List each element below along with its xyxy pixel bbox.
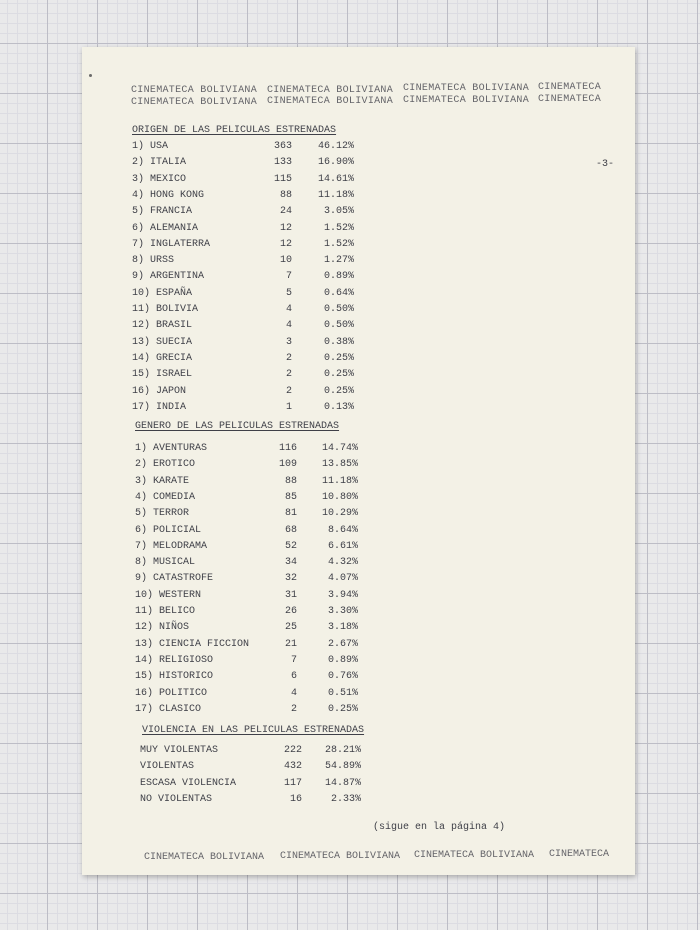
row-percentage: 3.30% [327,606,358,617]
row-count: 5 [285,287,292,299]
row-percentage: 0.13% [323,401,354,413]
header-stamp: CINEMATECA BOLIVIANA [403,95,530,106]
row-percentage: 0.51% [327,687,358,699]
row-count: 88 [284,475,297,487]
row-count: 26 [284,606,297,617]
row-percentage: 0.38% [323,336,354,348]
row-count: 16 [289,793,302,805]
row-percentage: 0.25% [327,703,358,715]
row-count: 222 [283,745,302,756]
row-count: 2 [285,352,292,364]
footer-stamp: CINEMATECA [549,849,610,860]
row-count: 21 [284,638,297,650]
row-count: 68 [284,524,297,536]
row-count: 31 [284,589,297,601]
row-percentage: 0.76% [327,671,358,683]
row-percentage: 0.89% [323,271,354,283]
row-count: 32 [284,573,297,585]
row-count: 88 [279,189,292,201]
row-percentage: 46.12% [317,141,354,152]
page-number: -3- [596,159,615,170]
row-label: 4) COMEDIA [135,491,196,503]
row-label: 3) MEXICO [132,173,187,185]
row-label: 13) SUECIA [132,336,193,348]
row-percentage: 8.64% [327,524,358,536]
header-stamp: CINEMATECA BOLIVIANA [267,96,394,107]
row-label: MUY VIOLENTAS [140,745,219,756]
row-label: 13) CIENCIA FICCION [135,638,250,650]
row-label: NO VIOLENTAS [140,793,213,805]
row-label: 14) RELIGIOSO [135,654,214,666]
row-label: ESCASA VIOLENCIA [140,777,237,789]
row-count: 4 [285,320,292,332]
row-label: 16) JAPON [132,385,187,397]
row-count: 432 [283,761,302,773]
row-percentage: 14.61% [317,173,354,185]
row-percentage: 0.89% [327,654,358,666]
row-label: 6) ALEMANIA [132,222,199,234]
row-count: 81 [284,508,297,520]
row-label: VIOLENTAS [140,761,195,773]
row-percentage: 3.94% [327,589,358,601]
row-count: 25 [284,622,297,634]
row-percentage: 10.29% [321,508,358,520]
row-label: 12) NIÑOS [135,622,190,634]
row-label: 3) KARATE [135,475,190,487]
footer-stamp: CINEMATECA BOLIVIANA [144,852,265,863]
row-percentage: 11.18% [321,475,358,487]
row-label: 2) ITALIA [132,157,187,169]
row-percentage: 13.85% [321,459,358,471]
row-label: 9) CATASTROFE [135,573,214,585]
row-count: 7 [290,654,297,666]
row-count: 115 [273,173,292,185]
row-label: 10) WESTERN [135,589,202,601]
row-label: 14) GRECIA [132,352,193,364]
row-count: 2 [285,385,292,397]
row-label: 16) POLITICO [135,687,208,699]
row-count: 2 [290,703,297,715]
row-percentage: 0.25% [323,385,354,397]
row-percentage: 2.33% [330,793,361,805]
row-label: 7) MELODRAMA [135,540,208,552]
row-percentage: 10.80% [321,491,358,503]
row-label: 11) BOLIVIA [132,304,199,315]
header-stamp: CINEMATECA BOLIVIANA [131,85,258,96]
row-percentage: 4.32% [327,557,358,569]
header-stamp: CINEMATECA BOLIVIANA [403,83,530,94]
row-count: 4 [290,687,297,699]
section-title-origen: ORIGEN DE LAS PELICULAS ESTRENADAS [132,125,337,136]
row-count: 109 [278,459,297,471]
typed-page [82,47,635,875]
row-count: 133 [273,157,292,169]
row-percentage: 0.25% [323,369,354,381]
row-count: 6 [290,671,297,683]
row-count: 1 [285,401,292,413]
row-percentage: 1.52% [323,238,354,250]
row-count: 12 [279,222,292,234]
continuation-note: (sigue en la página 4) [373,822,506,833]
row-percentage: 0.25% [323,352,354,364]
row-percentage: 0.50% [323,320,354,332]
row-label: 5) FRANCIA [132,206,193,218]
row-percentage: 4.07% [327,573,358,585]
row-count: 10 [279,255,292,267]
row-percentage: 14.87% [324,777,361,789]
row-label: 17) INDIA [132,401,187,413]
footer-stamp: CINEMATECA BOLIVIANA [414,850,535,861]
row-label: 5) TERROR [135,508,190,520]
row-percentage: 6.61% [327,540,358,552]
header-stamp: CINEMATECA BOLIVIANA [267,85,394,96]
row-label: 7) INGLATERRA [132,238,211,250]
row-label: 15) HISTORICO [135,671,214,683]
section-title-genero: GENERO DE LAS PELICULAS ESTRENADAS [135,421,340,432]
row-percentage: 11.18% [317,189,354,201]
row-label: 17) CLASICO [135,703,202,715]
row-label: 8) URSS [132,255,175,267]
row-label: 2) EROTICO [135,459,196,471]
row-label: 8) MUSICAL [135,557,196,569]
row-count: 52 [284,540,297,552]
row-count: 116 [278,443,297,454]
header-stamp: CINEMATECA [538,94,602,105]
row-percentage: 54.89% [324,761,361,773]
row-count: 3 [285,336,292,348]
row-count: 363 [273,141,292,152]
footer-stamp: CINEMATECA BOLIVIANA [280,851,401,862]
row-count: 12 [279,238,292,250]
row-percentage: 1.27% [323,255,354,267]
header-stamp: CINEMATECA [538,82,602,93]
row-percentage: 16.90% [317,157,354,169]
row-percentage: 14.74% [321,443,358,454]
header-stamp: CINEMATECA BOLIVIANA [131,97,258,108]
row-label: 1) AVENTURAS [135,443,208,454]
row-count: 85 [284,491,297,503]
row-count: 4 [285,304,292,315]
row-label: 4) HONG KONG [132,189,205,201]
row-label: 11) BELICO [135,606,196,617]
row-label: 1) USA [132,141,169,152]
row-percentage: 3.18% [327,622,358,634]
pin-mark [89,74,92,77]
row-count: 34 [284,557,297,569]
row-label: 12) BRASIL [132,320,193,332]
row-label: 6) POLICIAL [135,524,202,536]
row-label: 9) ARGENTINA [132,271,205,283]
row-percentage: 28.21% [324,745,361,756]
row-count: 117 [283,777,302,789]
row-percentage: 0.64% [323,287,354,299]
row-label: 10) ESPAÑA [132,287,193,299]
row-percentage: 0.50% [323,304,354,315]
row-percentage: 1.52% [323,222,354,234]
row-count: 2 [285,369,292,381]
row-label: 15) ISRAEL [132,369,193,381]
row-percentage: 3.05% [323,206,354,218]
row-percentage: 2.67% [327,638,358,650]
row-count: 24 [279,206,292,218]
section-title-violencia: VIOLENCIA EN LAS PELICULAS ESTRENADAS [142,725,365,736]
row-count: 7 [285,271,292,283]
